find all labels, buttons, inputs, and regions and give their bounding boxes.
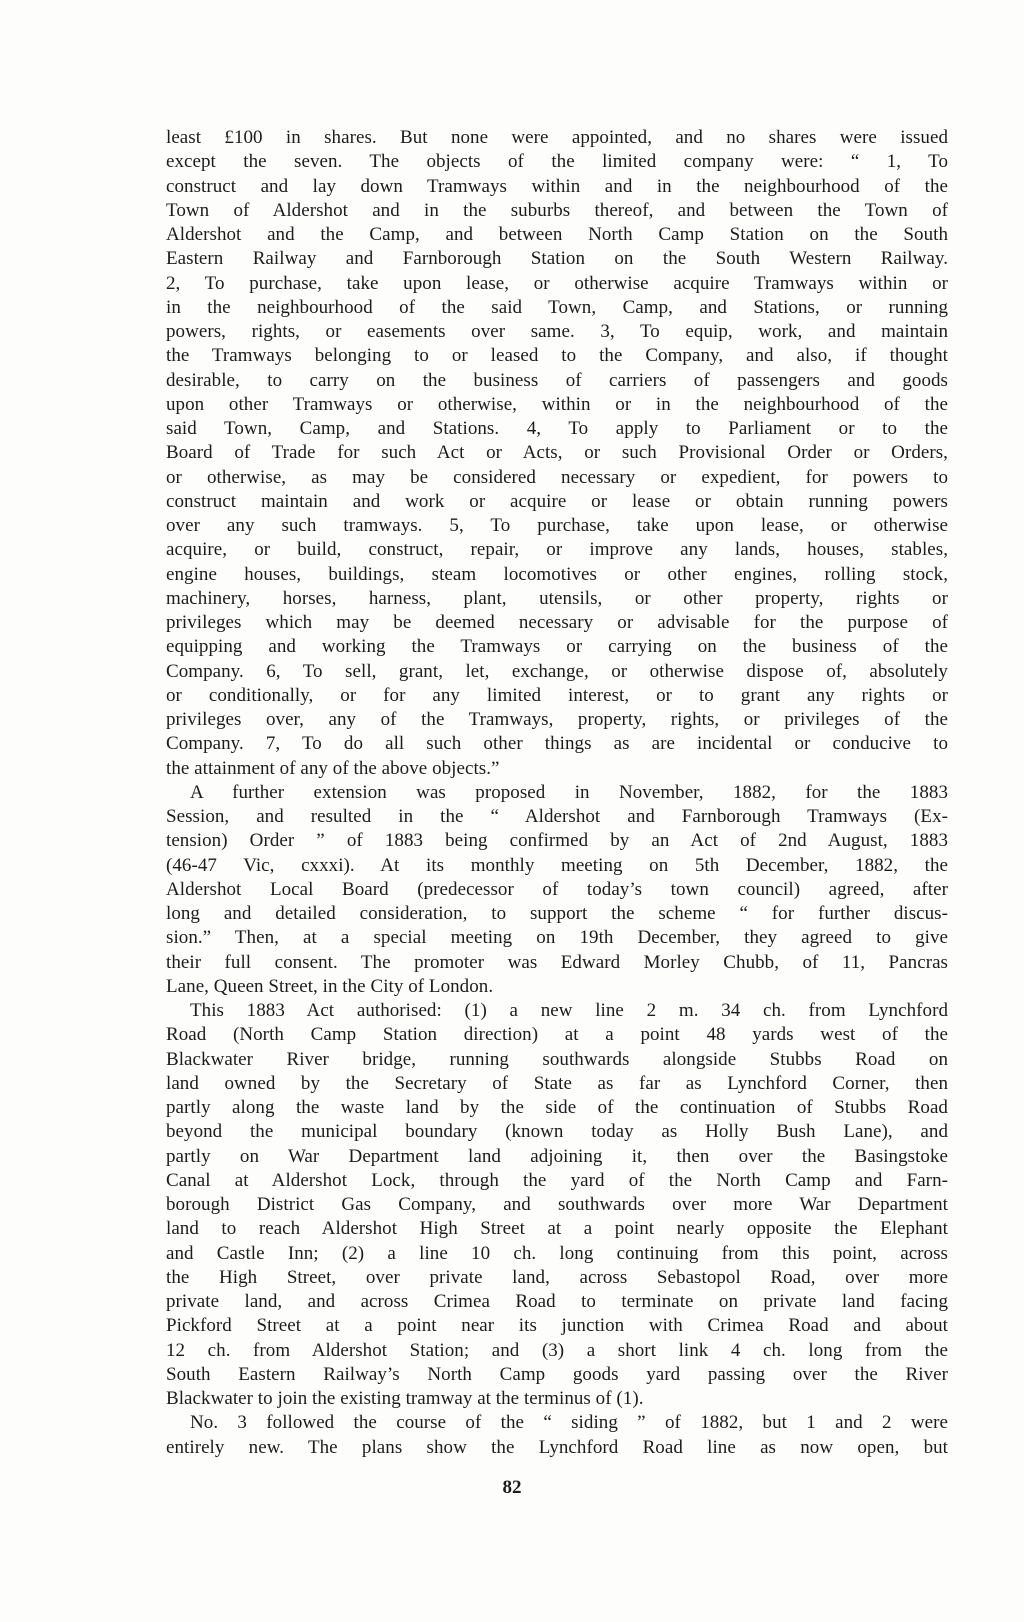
text-line: or otherwise, as may be considered necessary or expedient, for powers to	[166, 466, 948, 488]
text-line: privileges which may be deemed necessary or advisable for the purpose of	[166, 612, 948, 633]
text-line: No. 3 followed the course of the “ siding ” of 1882, but 1 and 2 were	[190, 1412, 948, 1434]
text-line: over any such tramways. 5, To purchase, take upon lease, or otherwise	[166, 515, 948, 536]
text-line: Board of Trade for such Act or Acts, or such Provisional Order or Orders,	[166, 442, 948, 464]
text-line: South Eastern Railway’s North Camp goods yard passing over the River	[166, 1363, 948, 1385]
text-line: long and detailed consideration, to support the scheme “ for further discus-	[166, 903, 948, 924]
text-line: machinery, horses, harness, plant, utensils, or other property, rights or	[166, 587, 948, 609]
text-line: the High Street, over private land, across Sebastopol Road, over more	[166, 1266, 948, 1288]
text-line: powers, rights, or easements over same. 3, To equip, work, and maintain	[166, 321, 948, 342]
text-line: engine houses, buildings, steam locomotives or other engines, rolling stock,	[166, 563, 948, 585]
text-line: the attainment of any of the above objects.”	[166, 757, 500, 779]
text-line: land owned by the Secretary of State as far as Lynchford Corner, then	[166, 1072, 948, 1094]
text-line: private land, and across Crimea Road to terminate on private land facing	[166, 1291, 948, 1312]
text-line: Road (North Camp Station direction) at a point 48 yards west of the	[166, 1024, 948, 1046]
text-line: and Castle Inn; (2) a line 10 ch. long continuing from this point, across	[166, 1242, 948, 1264]
text-line: Aldershot and the Camp, and between North Camp Station on the South	[166, 224, 948, 245]
text-line: Aldershot Local Board (predecessor of today’s town council) agreed, after	[166, 878, 948, 900]
text-line: their full consent. The promoter was Edward Morley Chubb, of 11, Pancras	[166, 951, 948, 973]
text-line: sion.” Then, at a special meeting on 19th December, they agreed to give	[166, 927, 948, 949]
text-line: except the seven. The objects of the limited company were: “ 1, To	[166, 151, 948, 173]
text-line: beyond the municipal boundary (known today as Holly Bush Lane), and	[166, 1121, 948, 1143]
text-line: Pickford Street at a point near its junction with Crimea Road and about	[166, 1315, 948, 1337]
text-line: 2, To purchase, take upon lease, or otherwise acquire Tramways within or	[166, 272, 948, 294]
text-line: Town of Aldershot and in the suburbs thereof, and between the Town of	[166, 199, 948, 221]
text-line: Eastern Railway and Farnborough Station on the South Western Railway.	[166, 248, 948, 270]
text-line: construct maintain and work or acquire or lease or obtain running powers	[166, 490, 948, 512]
text-line: entirely new. The plans show the Lynchford Road line as now open, but	[166, 1436, 948, 1458]
body-text	[166, 126, 948, 1460]
text-line: partly on War Department land adjoining it, then over the Basingstoke	[166, 1145, 948, 1167]
text-line: (46-47 Vic, cxxxi). At its monthly meeting on 5th December, 1882, the	[166, 854, 948, 876]
text-line: partly along the waste land by the side of the continuation of Stubbs Road	[166, 1097, 948, 1118]
page-number: 82	[502, 1477, 522, 1498]
text-line: borough District Gas Company, and southwards over more War Department	[166, 1194, 948, 1215]
text-line: acquire, or build, construct, repair, or improve any lands, houses, stables,	[166, 539, 948, 561]
text-line: least £100 in shares. But none were appointed, and no shares were issued	[166, 127, 948, 148]
text-line: upon other Tramways or otherwise, within or in the neighbourhood of the	[166, 393, 948, 415]
text-line: equipping and working the Tramways or carrying on the business of the	[166, 636, 948, 658]
text-line: construct and lay down Tramways within and in the neighbourhood of the	[166, 175, 948, 197]
text-line: or conditionally, or for any limited interest, or to grant any rights or	[166, 684, 948, 706]
text-line: Company. 7, To do all such other things as are incidental or conducive to	[166, 733, 948, 755]
text-line: in the neighbourhood of the said Town, Camp, and Stations, or running	[166, 296, 948, 318]
text-line: desirable, to carry on the business of carriers of passengers and goods	[166, 369, 948, 391]
text-line: Blackwater to join the existing tramway at the terminus of (1).	[166, 1388, 644, 1409]
text-line: Lane, Queen Street, in the City of London.	[166, 975, 494, 997]
text-line: Blackwater River bridge, running southwards alongside Stubbs Road on	[166, 1048, 948, 1070]
text-line: Company. 6, To sell, grant, let, exchange, or otherwise dispose of, absolutely	[166, 660, 948, 682]
text-line: tension) Order ” of 1883 being confirmed by an Act of 2nd August, 1883	[166, 830, 948, 852]
text-line: This 1883 Act authorised: (1) a new line 2 m. 34 ch. from Lynchford	[190, 1000, 948, 1021]
text-line: the Tramways belonging to or leased to the Company, and also, if thought	[166, 345, 948, 367]
text-line: land to reach Aldershot High Street at a point nearly opposite the Elephant	[166, 1218, 948, 1240]
text-line: Canal at Aldershot Lock, through the yard of the North Camp and Farn-	[166, 1169, 948, 1191]
text-line: privileges over, any of the Tramways, property, rights, or privileges of the	[166, 709, 948, 730]
text-line: 12 ch. from Aldershot Station; and (3) a short link 4 ch. long from the	[166, 1339, 948, 1361]
text-line: Session, and resulted in the “ Aldershot and Farnborough Tramways (Ex-	[166, 806, 948, 827]
text-line: said Town, Camp, and Stations. 4, To apply to Parliament or to the	[166, 418, 948, 439]
text-line: A further extension was proposed in November, 1882, for the 1883	[190, 781, 948, 803]
